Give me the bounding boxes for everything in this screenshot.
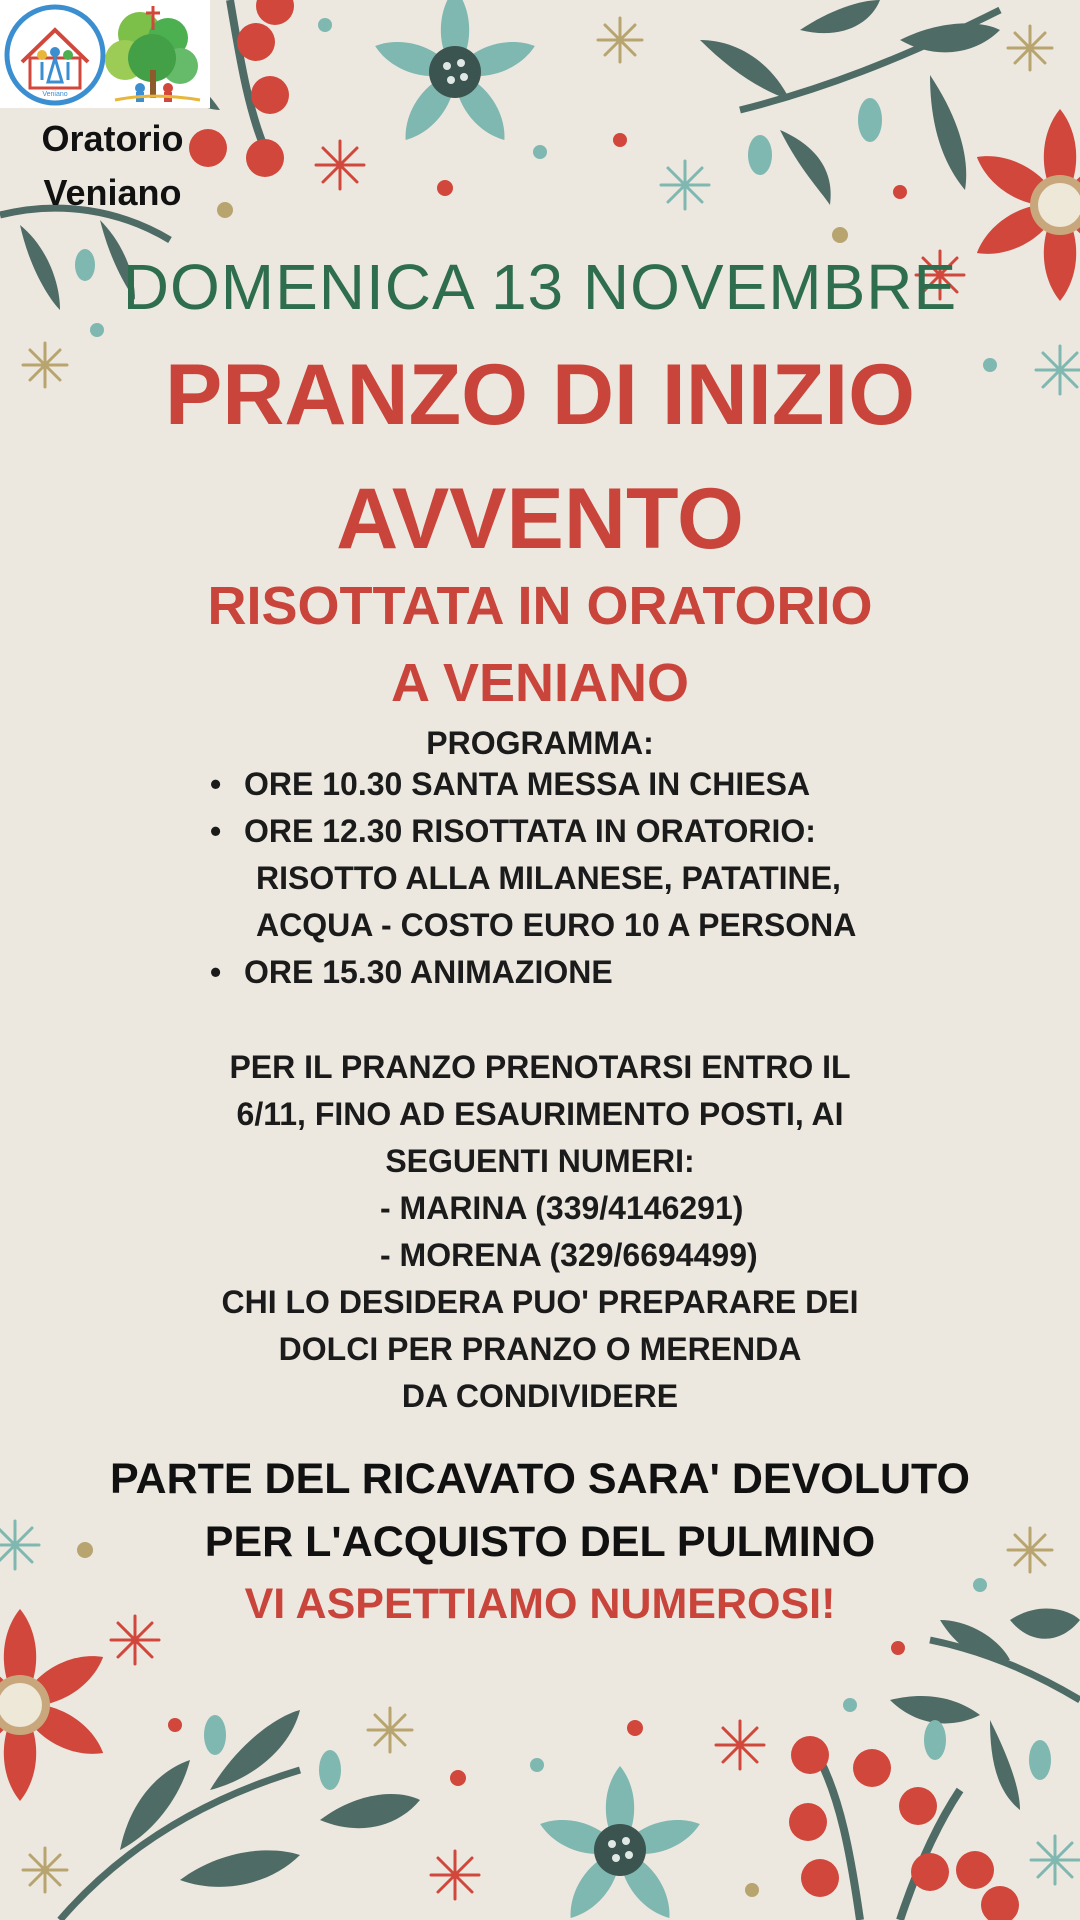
desserts-note (0, 1279, 1080, 1420)
event-title-line1: PRANZO DI INIZIO (164, 347, 916, 443)
bullet-icon: • (210, 954, 222, 990)
bottom-right-leaves (890, 1608, 1080, 1810)
bottom-left-leaves (60, 1710, 420, 1920)
logo-area (0, 0, 210, 108)
program-item-detail: ACQUA - COSTO EURO 10 A PERSONA (256, 907, 857, 943)
oratorio-logo (0, 0, 210, 108)
event-title-line2: AVVENTO (336, 471, 744, 567)
program-item-text: ORE 15.30 ANIMAZIONE (244, 954, 613, 990)
bottom-right-berries (789, 1736, 1019, 1920)
event-title (0, 333, 1080, 581)
event-date: DOMENICA 13 NOVEMBRE (122, 251, 958, 323)
organization-name-line1: Oratorio (41, 118, 184, 159)
program-item-text: ORE 12.30 RISOTTATA IN ORATORIO: (244, 813, 816, 849)
booking-line: SEGUENTI NUMERI: (385, 1143, 695, 1179)
contact-marina: - MARINA (339/4146291) (380, 1190, 744, 1226)
program-item (210, 761, 930, 808)
booking-line: 6/11, FINO AD ESAURIMENTO POSTI, AI (236, 1096, 844, 1132)
welcome-message: VI ASPETTIAMO NUMEROSI! (244, 1580, 836, 1628)
program-item-text: ORE 10.30 SANTA MESSA IN CHIESA (244, 766, 811, 802)
desserts-line: DA CONDIVIDERE (401, 1378, 679, 1414)
closing-message (0, 1448, 1080, 1574)
program-item (210, 808, 930, 855)
program-item-detail: RISOTTO ALLA MILANESE, PATATINE, (256, 860, 841, 896)
top-right-leaves (700, 0, 1000, 205)
organization-name-line2: Veniano (43, 172, 182, 213)
desserts-line: DOLCI PER PRANZO O MERENDA (278, 1331, 802, 1367)
logo-lettering: Veniano (42, 91, 68, 98)
closing-line2: PER L'ACQUISTO DEL PULMINO (204, 1518, 876, 1566)
bullet-icon: • (210, 813, 222, 849)
desserts-line: CHI LO DESIDERA PUO' PREPARARE DEI (221, 1284, 859, 1320)
program-heading: PROGRAMMA: (426, 725, 654, 761)
event-subtitle (0, 568, 1080, 722)
contact-list (380, 1185, 758, 1279)
closing-line1: PARTE DEL RICAVATO SARA' DEVOLUTO (110, 1455, 970, 1503)
organization-name (0, 112, 225, 220)
booking-info (0, 1044, 1080, 1185)
program-item (210, 949, 930, 996)
contact-morena: - MORENA (329/6694499) (380, 1237, 758, 1273)
bullet-icon: • (210, 766, 222, 802)
program-list (210, 761, 930, 996)
event-subtitle-line1: RISOTTATA IN ORATORIO (207, 576, 873, 636)
event-subtitle-line2: A VENIANO (390, 653, 690, 713)
tree-logo (105, 6, 200, 102)
booking-line: PER IL PRANZO PRENOTARSI ENTRO IL (229, 1049, 851, 1085)
